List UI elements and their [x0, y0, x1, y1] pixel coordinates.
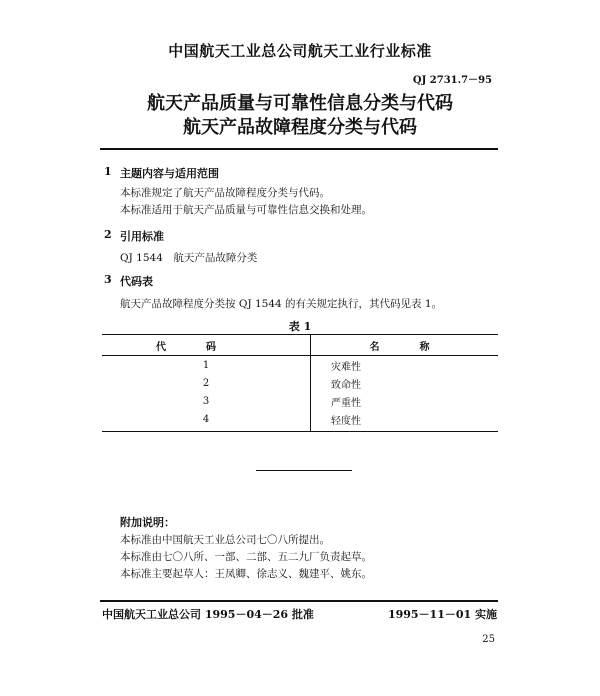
section-3-number: 3 — [104, 273, 112, 286]
code-table — [102, 334, 498, 432]
section-2-number: 2 — [104, 228, 112, 241]
section-1-para-2: 本标准适用于航天产品质量与可靠性信息交换和处理。 — [120, 204, 372, 216]
table-cell-name: 致命性 — [311, 374, 499, 392]
section-3-title: 代码表 — [120, 275, 153, 288]
table-row — [102, 356, 498, 375]
issuing-authority-title: 中国航天工业总公司航天工业行业标准 — [168, 42, 432, 60]
notes-title: 附加说明： — [120, 516, 175, 529]
table-cell-code: 1 — [202, 359, 210, 371]
table-cell-name: 灾难性 — [311, 356, 499, 375]
table-header-code: 代码 — [102, 335, 311, 356]
end-of-text-rule — [256, 470, 352, 471]
approval-date: 中国航天工业总公司 1995－04－26 批准 — [102, 608, 314, 621]
implementation-date: 1995－11－01 实施 — [387, 608, 497, 621]
document-title-line2: 航天产品故障程度分类与代码 — [183, 117, 417, 138]
table-header-name: 名称 — [311, 335, 499, 356]
section-1-number: 1 — [104, 165, 112, 178]
table-cell-code: 4 — [102, 410, 311, 432]
note-3: 本标准主要起草人：王凤卿、徐志义、魏建平、姚东。 — [120, 568, 372, 580]
section-1-para-1: 本标准规定了航天产品故障程度分类与代码。 — [120, 187, 330, 199]
table-cell-name: 严重性 — [311, 392, 499, 410]
section-1-title: 主题内容与适用范围 — [120, 167, 219, 180]
note-1: 本标准由中国航天工业总公司七〇八所提出。 — [120, 534, 330, 546]
table-cell-code: 2 — [202, 377, 210, 389]
note-2: 本标准由七〇八所、一部、二部、五二九厂负责起草。 — [120, 551, 372, 563]
standard-code: QJ 2731.7－95 — [412, 75, 492, 86]
footer-rule — [100, 600, 498, 602]
table-row — [102, 392, 498, 410]
table-caption: 表 1 — [288, 320, 312, 333]
document-title-line1: 航天产品质量与可靠性信息分类与代码 — [147, 93, 453, 114]
section-2-para-1: QJ 1544 航天产品故障分类 — [120, 252, 258, 264]
page-number: 25 — [482, 634, 495, 645]
table-cell-name: 轻度性 — [311, 410, 499, 432]
section-2-title: 引用标准 — [120, 230, 164, 243]
header-rule — [100, 148, 498, 150]
table-row — [102, 374, 498, 392]
table-header-row — [102, 335, 498, 356]
table-row — [102, 410, 498, 432]
table-cell-code: 3 — [202, 395, 210, 407]
section-3-para-1: 航天产品故障程度分类按 QJ 1544 的有关规定执行，其代码见表 1。 — [120, 298, 443, 310]
